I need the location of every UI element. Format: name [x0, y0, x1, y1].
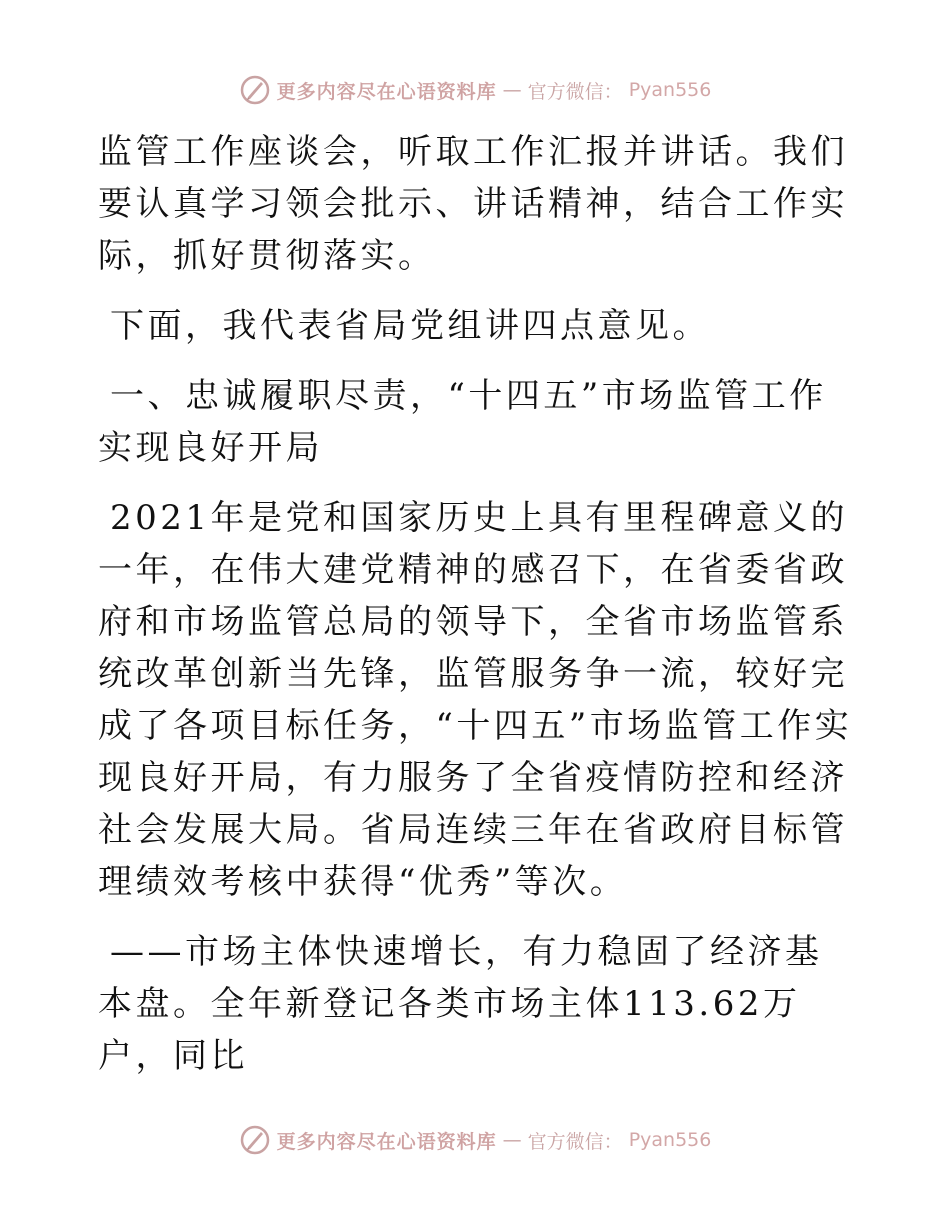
quill-pen-logo-icon	[239, 1124, 271, 1156]
watermark-wechat-label: 官方微信：	[527, 1130, 623, 1153]
footer-watermark	[0, 1122, 950, 1158]
watermark-main-text: 更多内容尽在心语资料库	[276, 1130, 497, 1153]
watermark-wechat-id: Pyan556	[628, 1129, 712, 1151]
watermark-main-text: 更多内容尽在心语资料库	[276, 80, 497, 103]
watermark-wechat-label: 官方微信：	[527, 80, 623, 103]
watermark-wechat-id: Pyan556	[628, 79, 712, 101]
paragraph-market-entities: ——市场主体快速增长，有力稳固了经济基本盘。全年新登记各类市场主体113.62万户，同比	[98, 932, 823, 1076]
watermark-separator: —	[502, 79, 522, 101]
paragraph-summary: 2021年是党和国家历史上具有里程碑意义的一年，在伟大建党精神的感召下，在省委省政府和市场监管总局的领导下，全省市场监管系统改革创新当先锋，监管服务争一流，较好完成了各项目标任务，“十四五”市场监管工作实现良好开局，有力服务了全省疫情防控和经济社会发展大局。省局连续三年在省政府目标管理绩效考核中获得“优秀”等次。	[98, 498, 853, 902]
quill-pen-logo-icon	[239, 74, 271, 106]
paragraph-intro: 下面，我代表省局党组讲四点意见。	[110, 306, 710, 346]
watermark-separator: —	[502, 1129, 522, 1151]
document-body	[98, 126, 858, 1100]
paragraph-continuation: 监管工作座谈会，听取工作汇报并讲话。我们要认真学习领会批示、讲话精神，结合工作实际，抓好贯彻落实。	[98, 132, 848, 276]
section-heading: 一、忠诚履职尽责，“十四五”市场监管工作实现良好开局	[98, 376, 827, 468]
header-watermark	[0, 72, 950, 108]
